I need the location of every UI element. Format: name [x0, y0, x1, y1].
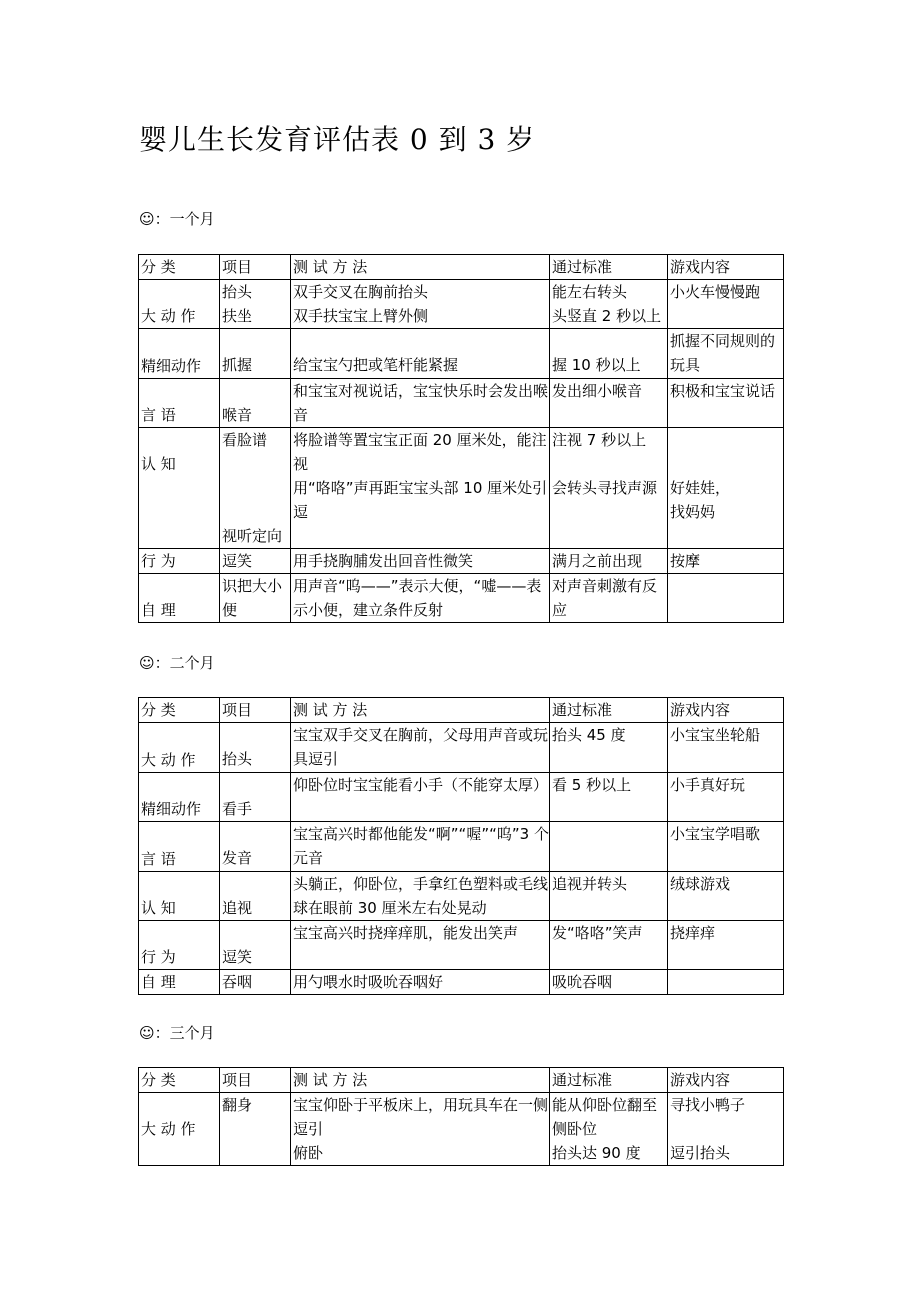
method-cell: 用手挠胸脯发出回音性微笑 [291, 549, 550, 574]
header-standard: 通过标准 [550, 698, 668, 723]
table-row [139, 379, 784, 428]
item-cell: 看手 [220, 773, 291, 822]
category-cell: 大 动 作 [139, 1093, 220, 1166]
table-header-row [139, 698, 784, 723]
table-row [139, 574, 784, 623]
method-cell: 将脸谱等置宝宝正面 20 厘米处，能注视 用“咯咯”声再距宝宝头部 10 厘米处引逗 [291, 428, 550, 549]
table-row [139, 773, 784, 822]
method-cell: 宝宝双手交叉在胸前，父母用声音或玩具逗引 [291, 723, 550, 773]
game-cell [668, 970, 784, 995]
game-cell: 积极和宝宝说话 [668, 379, 784, 428]
item-cell: 喉音 [220, 379, 291, 428]
table-row [139, 280, 784, 329]
category-cell: 大 动 作 [139, 280, 220, 329]
section-heading-month-3: ☺：三个月 [139, 1024, 215, 1042]
assessment-table-month-1 [138, 254, 784, 623]
standard-cell: 发“咯咯”笑声 [550, 921, 668, 970]
table-row [139, 329, 784, 379]
method-cell: 宝宝仰卧于平板床上，用玩具车在一侧逗引 俯卧 [291, 1093, 550, 1166]
header-method: 测 试 方 法 [291, 698, 550, 723]
method-cell: 和宝宝对视说话，宝宝快乐时会发出喉音 [291, 379, 550, 428]
standard-cell: 对声音刺激有反应 [550, 574, 668, 623]
header-item: 项目 [220, 255, 291, 280]
assessment-table-month-2 [138, 697, 784, 995]
standard-cell: 吸吮吞咽 [550, 970, 668, 995]
game-cell: 小宝宝坐轮船 [668, 723, 784, 773]
method-cell: 宝宝高兴时都他能发“啊”“喔”“呜”3 个元音 [291, 822, 550, 872]
game-cell: 小手真好玩 [668, 773, 784, 822]
standard-cell [550, 822, 668, 872]
item-cell: 逗笑 [220, 549, 291, 574]
item-cell: 发音 [220, 822, 291, 872]
header-method: 测 试 方 法 [291, 1068, 550, 1093]
game-cell: 好娃娃， 找妈妈 [668, 428, 784, 549]
category-cell: 精细动作 [139, 329, 220, 379]
standard-cell: 能从仰卧位翻至侧卧位 抬头达 90 度 [550, 1093, 668, 1166]
item-cell: 吞咽 [220, 970, 291, 995]
method-cell: 用勺喂水时吸吮吞咽好 [291, 970, 550, 995]
table-row [139, 549, 784, 574]
category-cell: 行 为 [139, 549, 220, 574]
header-game: 游戏内容 [668, 698, 784, 723]
category-cell: 言 语 [139, 822, 220, 872]
category-cell: 精细动作 [139, 773, 220, 822]
header-game: 游戏内容 [668, 1068, 784, 1093]
category-cell: 行 为 [139, 921, 220, 970]
table-row [139, 822, 784, 872]
item-cell: 看脸谱 视听定向 [220, 428, 291, 549]
table-row [139, 723, 784, 773]
standard-cell: 能左右转头 头竖直 2 秒以上 [550, 280, 668, 329]
method-cell: 用声音“呜——”表示大便，“嘘——表示小便，建立条件反射 [291, 574, 550, 623]
game-cell: 小火车慢慢跑 [668, 280, 784, 329]
table-header-row [139, 1068, 784, 1093]
category-cell: 言 语 [139, 379, 220, 428]
item-cell: 抬头 [220, 723, 291, 773]
section-heading-month-1: ☺：一个月 [139, 210, 215, 228]
table-header-row [139, 255, 784, 280]
standard-cell: 握 10 秒以上 [550, 329, 668, 379]
header-game: 游戏内容 [668, 255, 784, 280]
method-cell: 头躺正，仰卧位，手拿红色塑料或毛线球在眼前 30 厘米左右处晃动 [291, 872, 550, 921]
game-cell: 挠痒痒 [668, 921, 784, 970]
standard-cell: 注视 7 秒以上 会转头寻找声源 [550, 428, 668, 549]
item-cell: 翻身 [220, 1093, 291, 1166]
header-category: 分 类 [139, 1068, 220, 1093]
assessment-table-month-3 [138, 1067, 784, 1166]
item-cell: 抓握 [220, 329, 291, 379]
item-cell: 抬头 扶坐 [220, 280, 291, 329]
table-row [139, 970, 784, 995]
game-cell [668, 574, 784, 623]
table-row [139, 872, 784, 921]
table-row [139, 428, 784, 549]
game-cell: 按摩 [668, 549, 784, 574]
header-standard: 通过标准 [550, 1068, 668, 1093]
table-row [139, 1093, 784, 1166]
standard-cell: 抬头 45 度 [550, 723, 668, 773]
standard-cell: 满月之前出现 [550, 549, 668, 574]
category-cell: 大 动 作 [139, 723, 220, 773]
section-heading-month-2: ☺：二个月 [139, 654, 215, 672]
item-cell: 识把大小便 [220, 574, 291, 623]
table-row [139, 921, 784, 970]
header-category: 分 类 [139, 255, 220, 280]
category-cell: 自 理 [139, 970, 220, 995]
game-cell: 抓握不同规则的玩具 [668, 329, 784, 379]
game-cell: 绒球游戏 [668, 872, 784, 921]
game-cell: 小宝宝学唱歌 [668, 822, 784, 872]
item-cell: 追视 [220, 872, 291, 921]
standard-cell: 追视并转头 [550, 872, 668, 921]
game-cell: 寻找小鸭子 逗引抬头 [668, 1093, 784, 1166]
header-category: 分 类 [139, 698, 220, 723]
header-item: 项目 [220, 698, 291, 723]
category-cell: 认 知 [139, 872, 220, 921]
method-cell: 给宝宝勺把或笔杆能紧握 [291, 329, 550, 379]
header-standard: 通过标准 [550, 255, 668, 280]
item-cell: 逗笑 [220, 921, 291, 970]
method-cell: 仰卧位时宝宝能看小手（不能穿太厚） [291, 773, 550, 822]
method-cell: 宝宝高兴时挠痒痒肌，能发出笑声 [291, 921, 550, 970]
header-method: 测 试 方 法 [291, 255, 550, 280]
standard-cell: 看 5 秒以上 [550, 773, 668, 822]
document-title: 婴儿生长发育评估表 0 到 3 岁 [139, 123, 536, 156]
category-cell: 自 理 [139, 574, 220, 623]
category-cell: 认 知 [139, 428, 220, 549]
standard-cell: 发出细小喉音 [550, 379, 668, 428]
method-cell: 双手交叉在胸前抬头 双手扶宝宝上臂外侧 [291, 280, 550, 329]
header-item: 项目 [220, 1068, 291, 1093]
